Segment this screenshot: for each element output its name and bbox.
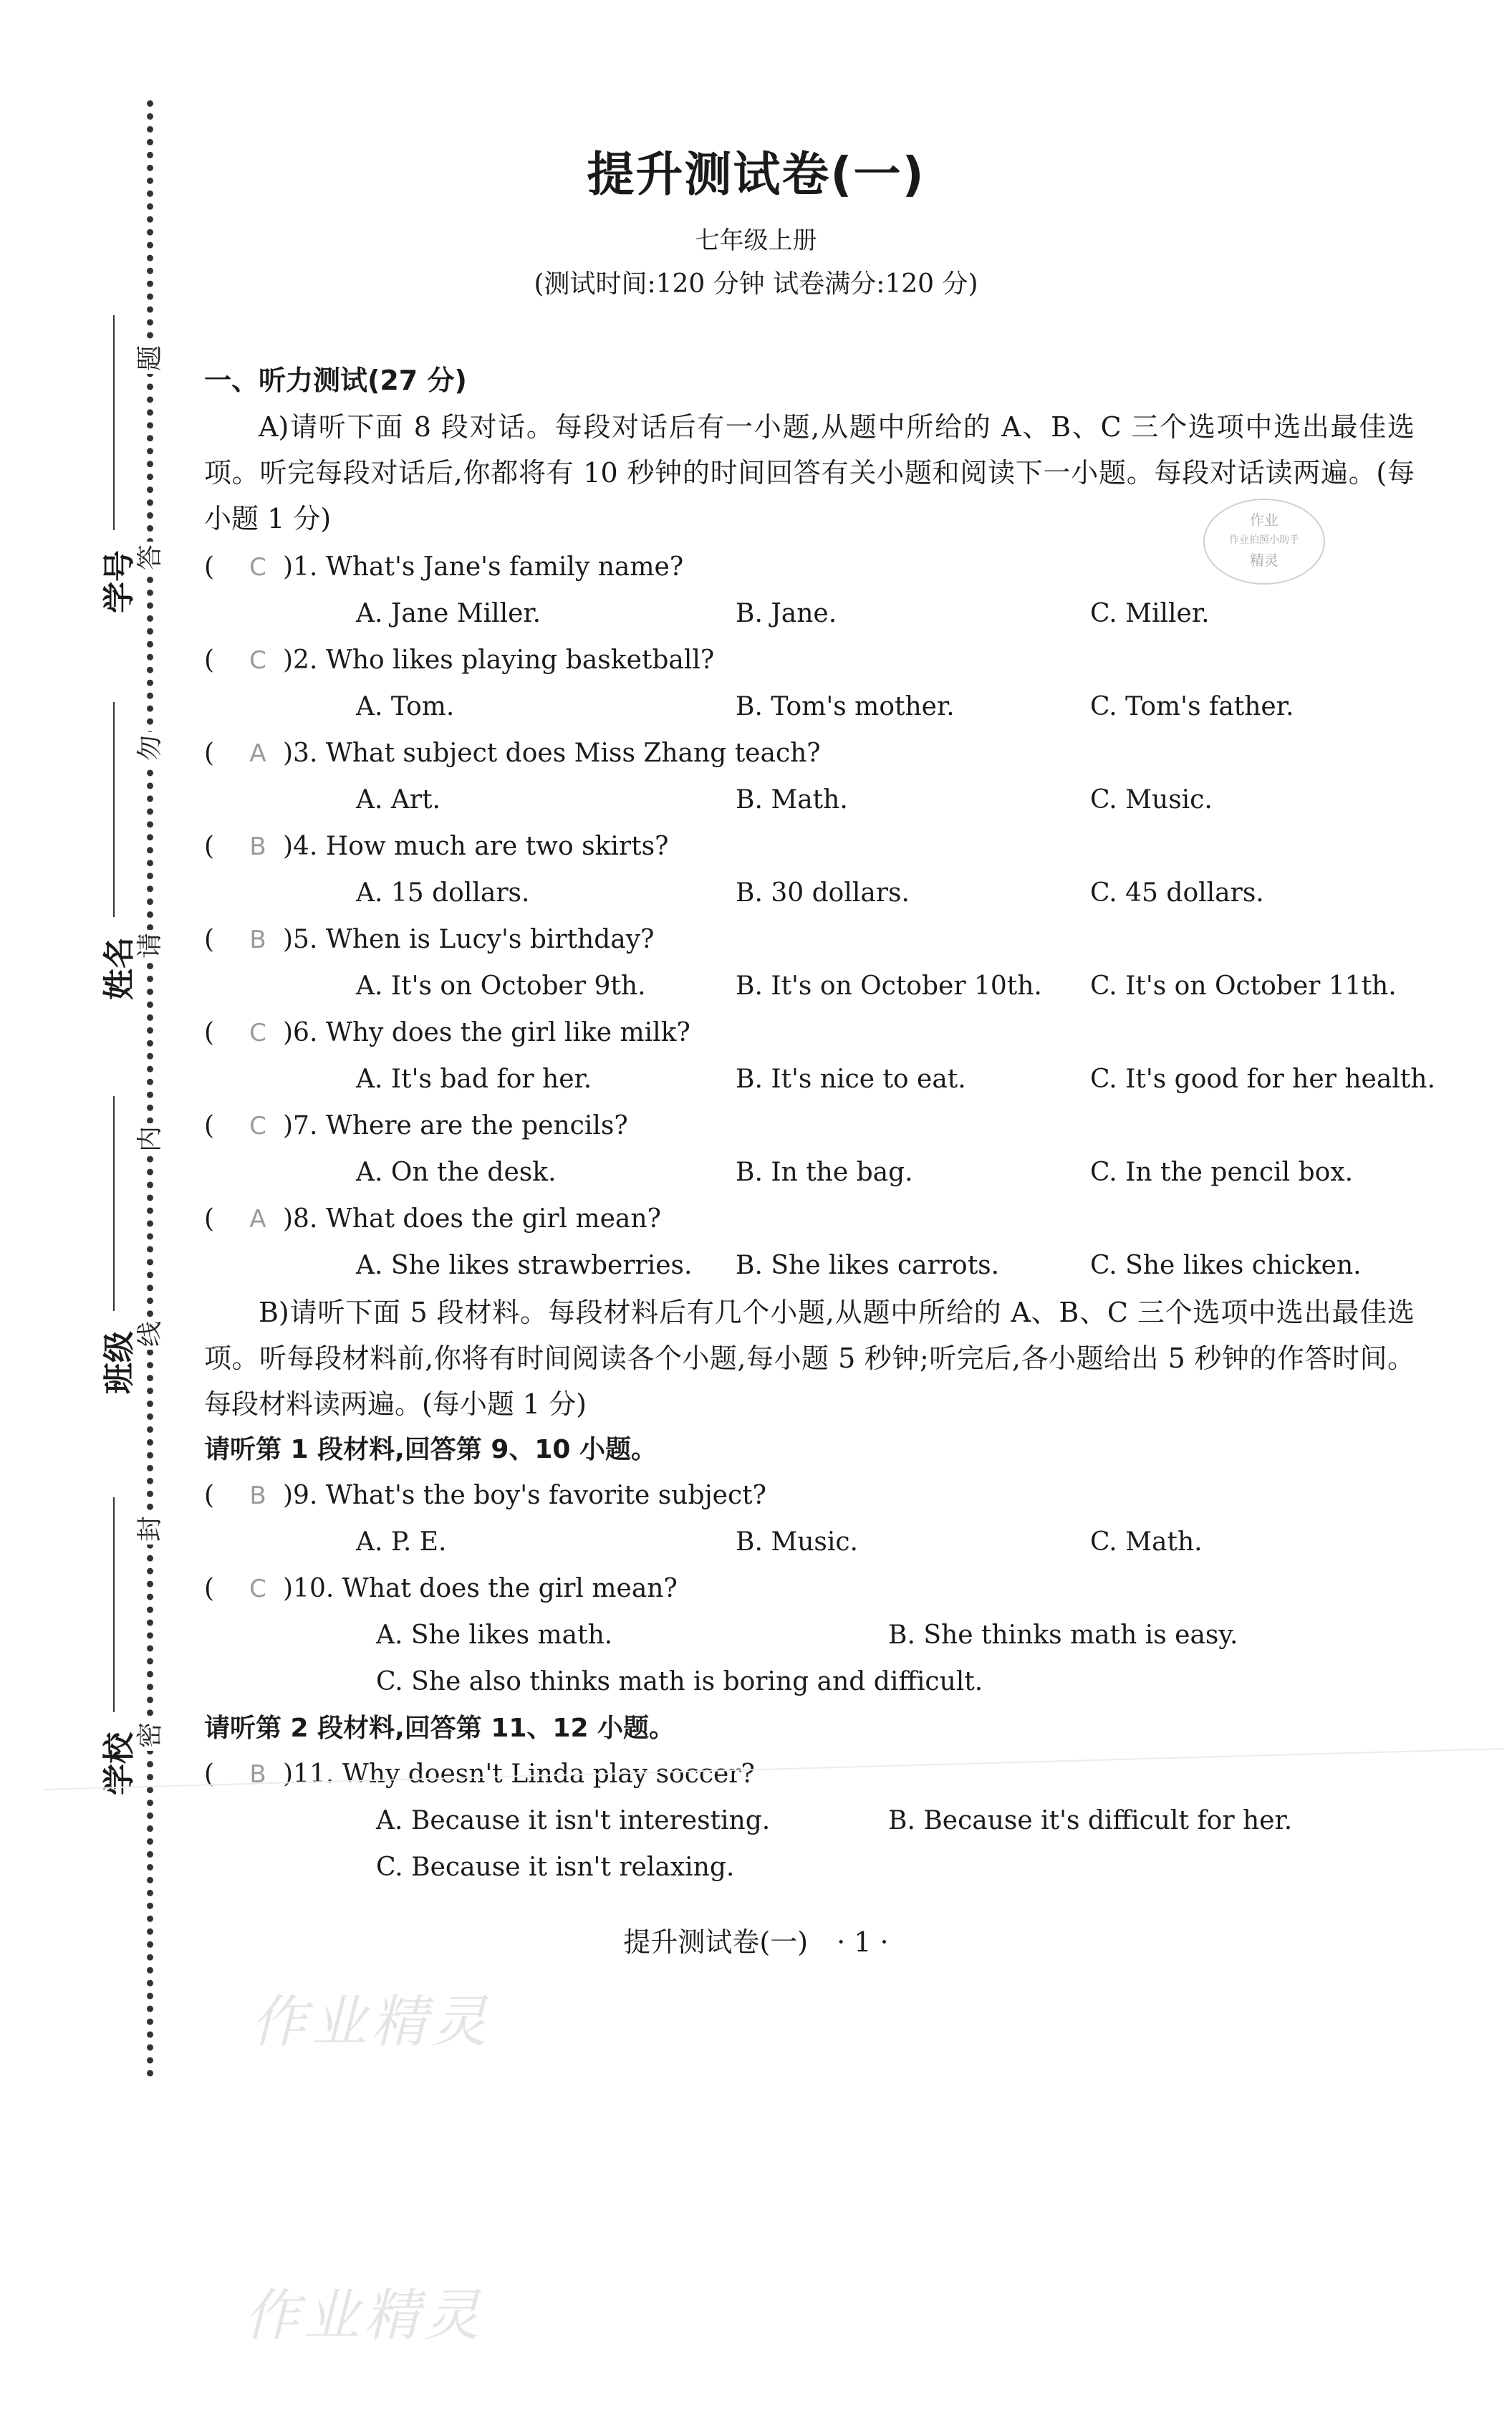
seal-char: 请 xyxy=(135,930,166,961)
question-text: How much are two skirts? xyxy=(325,832,669,861)
option-c[interactable]: C. Math. xyxy=(1090,1527,1203,1557)
option-b[interactable]: B. She thinks math is easy. xyxy=(888,1620,1238,1650)
option-b[interactable]: B. Math. xyxy=(736,785,848,815)
name-label: 姓名 xyxy=(101,937,138,1000)
main-content xyxy=(204,357,1435,1891)
answer-mark: C xyxy=(249,646,266,675)
option-b[interactable]: B. She likes carrots. xyxy=(736,1251,1000,1280)
question-11: ( B )11. Why doesn't Linda play soccer? A. Because it isn't interesting. B. Because it's difficult for her. C. Because it isn't relaxing. xyxy=(204,1752,1415,1891)
seal-char: 勿 xyxy=(135,732,166,764)
answer-mark: B xyxy=(249,926,266,954)
option-a[interactable]: A. She likes math. xyxy=(376,1620,613,1650)
question-4: ( B )4. How much are two skirts? A. 15 dollars. B. 30 dollars. C. 45 dollars. xyxy=(204,824,1415,917)
answer-mark: A xyxy=(249,739,266,768)
seal-char: 密 xyxy=(135,1719,166,1751)
option-a[interactable]: A. 15 dollars. xyxy=(356,878,530,908)
seal-char: 内 xyxy=(135,1123,166,1155)
option-c[interactable]: C. Miller. xyxy=(1090,599,1210,628)
question-text: What does the girl mean? xyxy=(342,1574,678,1603)
answer-mark: B xyxy=(249,1481,266,1510)
option-b[interactable]: B. Jane. xyxy=(736,599,837,628)
instructions-part-b: B)请听下面 5 段材料。每段材料后有几个小题,从题中所给的 A、B、C 三个选项中选出最佳选项。听每段材料前,你将有时间阅读各个小题,每小题 5 秒钟;听完后,各小题给出 5 秒钟的作答时间。每段材料读两遍。(每小题 1 分) xyxy=(204,1297,1415,1420)
page-subtitle: 七年级上册 xyxy=(695,226,817,255)
option-c[interactable]: C. 45 dollars. xyxy=(1090,878,1264,908)
answer-mark: B xyxy=(249,1760,266,1789)
option-b[interactable]: B. It's on October 10th. xyxy=(736,971,1042,1001)
name-line[interactable] xyxy=(113,702,115,917)
watermark: 作业精灵 xyxy=(251,1990,492,2055)
option-c[interactable]: C. Because it isn't relaxing. xyxy=(376,1853,735,1882)
seal-char: 线 xyxy=(135,1318,166,1350)
student-number-label: 学号 xyxy=(101,550,138,613)
student-number-line[interactable] xyxy=(113,315,115,530)
answer-mark: C xyxy=(249,1575,266,1603)
option-b[interactable]: B. Music. xyxy=(736,1527,858,1557)
question-text: Where are the pencils? xyxy=(325,1111,628,1140)
binding-margin xyxy=(0,0,186,2435)
question-text: What does the girl mean? xyxy=(325,1204,661,1234)
answer-mark: C xyxy=(249,1019,266,1047)
seal-dotted-line xyxy=(147,100,153,2078)
section-heading: 一、听力测试(27 分) xyxy=(204,365,467,396)
question-text: Why does the girl like milk? xyxy=(325,1018,690,1047)
question-5: ( B )5. When is Lucy's birthday? A. It's on October 9th. B. It's on October 10th. C. It's on October 11th. xyxy=(204,917,1415,1010)
question-3: ( A )3. What subject does Miss Zhang teach? A. Art. B. Math. C. Music. xyxy=(204,731,1415,824)
option-a[interactable]: A. Art. xyxy=(356,785,441,815)
seal-char: 封 xyxy=(135,1513,166,1545)
class-label: 班级 xyxy=(101,1331,138,1394)
test-info: (测试时间:120 分钟 试卷满分:120 分) xyxy=(534,269,978,299)
question-6: ( C )6. Why does the girl like milk? A. It's bad for her. B. It's nice to eat. C. It's good for her health. xyxy=(204,1010,1415,1103)
answer-mark: B xyxy=(249,832,266,861)
answer-mark: C xyxy=(249,1112,266,1140)
page-number: · 1 · xyxy=(837,1926,889,1958)
option-c[interactable]: C. She likes chicken. xyxy=(1090,1251,1362,1280)
option-c[interactable]: C. It's on October 11th. xyxy=(1090,971,1397,1001)
material-1-heading: 请听第 1 段材料,回答第 9、10 小题。 xyxy=(204,1435,658,1464)
question-9: ( B )9. What's the boy's favorite subject? A. P. E. B. Music. C. Math. xyxy=(204,1473,1415,1566)
answer-mark: A xyxy=(249,1205,266,1234)
question-text: What's Jane's family name? xyxy=(325,552,684,582)
school-line[interactable] xyxy=(113,1497,115,1712)
question-2: ( C )2. Who likes playing basketball? A. Tom. B. Tom's mother. C. Tom's father. xyxy=(204,638,1415,731)
option-a[interactable]: A. Because it isn't interesting. xyxy=(376,1806,771,1835)
seal-char: 题 xyxy=(135,342,166,374)
page-title: 提升测试卷(一) xyxy=(587,147,925,202)
option-a[interactable]: A. She likes strawberries. xyxy=(356,1251,693,1280)
option-c[interactable]: C. Music. xyxy=(1090,785,1213,815)
question-1: ( C )1. What's Jane's family name? A. Jane Miller. B. Jane. C. Miller. xyxy=(204,544,1415,638)
footer-label: 提升测试卷(一) xyxy=(623,1926,809,1958)
stamp-logo: 作业 作业拍照小助手 精灵 xyxy=(1203,499,1325,585)
material-2-heading: 请听第 2 段材料,回答第 11、12 小题。 xyxy=(204,1714,675,1743)
instructions-part-a: A)请听下面 8 段对话。每段对话后有一小题,从题中所给的 A、B、C 三个选项中选出最佳选项。听完每段对话后,你都将有 10 秒钟的时间回答有关小题和阅读下一小题。每段对话读两遍。(每小题 1 分) xyxy=(204,411,1415,534)
option-c[interactable]: C. In the pencil box. xyxy=(1090,1158,1354,1187)
question-text: What subject does Miss Zhang teach? xyxy=(325,739,821,768)
question-text: What's the boy's favorite subject? xyxy=(325,1481,766,1510)
watermark: 作业精灵 xyxy=(244,2284,485,2348)
option-c[interactable]: C. It's good for her health. xyxy=(1090,1065,1435,1094)
question-10: ( C )10. What does the girl mean? A. She likes math. B. She thinks math is easy. C. She also thinks math is boring and difficult. xyxy=(204,1566,1415,1706)
class-line[interactable] xyxy=(113,1096,115,1311)
school-label: 学校 xyxy=(101,1732,138,1795)
question-text: Why doesn't Linda play soccer? xyxy=(342,1759,755,1789)
answer-mark: C xyxy=(249,553,266,582)
option-a[interactable]: A. On the desk. xyxy=(356,1158,557,1187)
option-c[interactable]: C. Tom's father. xyxy=(1090,692,1294,721)
option-a[interactable]: A. Tom. xyxy=(356,692,455,721)
page-footer xyxy=(0,1920,1512,1959)
question-7: ( C )7. Where are the pencils? A. On the desk. B. In the bag. C. In the pencil box. xyxy=(204,1103,1415,1196)
option-a[interactable]: A. It's bad for her. xyxy=(356,1065,592,1094)
option-b[interactable]: B. Because it's difficult for her. xyxy=(888,1806,1293,1835)
option-c[interactable]: C. She also thinks math is boring and difficult. xyxy=(376,1667,983,1696)
question-8: ( A )8. What does the girl mean? A. She likes strawberries. B. She likes carrots. C. She likes chicken. xyxy=(204,1196,1415,1289)
option-b[interactable]: B. In the bag. xyxy=(736,1158,913,1187)
option-b[interactable]: B. Tom's mother. xyxy=(736,692,955,721)
question-text: When is Lucy's birthday? xyxy=(325,925,655,954)
seal-char: 答 xyxy=(135,542,166,573)
option-b[interactable]: B. 30 dollars. xyxy=(736,878,910,908)
option-b[interactable]: B. It's nice to eat. xyxy=(736,1065,966,1094)
question-text: Who likes playing basketball? xyxy=(325,645,715,675)
option-a[interactable]: A. Jane Miller. xyxy=(356,599,541,628)
option-a[interactable]: A. It's on October 9th. xyxy=(356,971,646,1001)
option-a[interactable]: A. P. E. xyxy=(356,1527,447,1557)
